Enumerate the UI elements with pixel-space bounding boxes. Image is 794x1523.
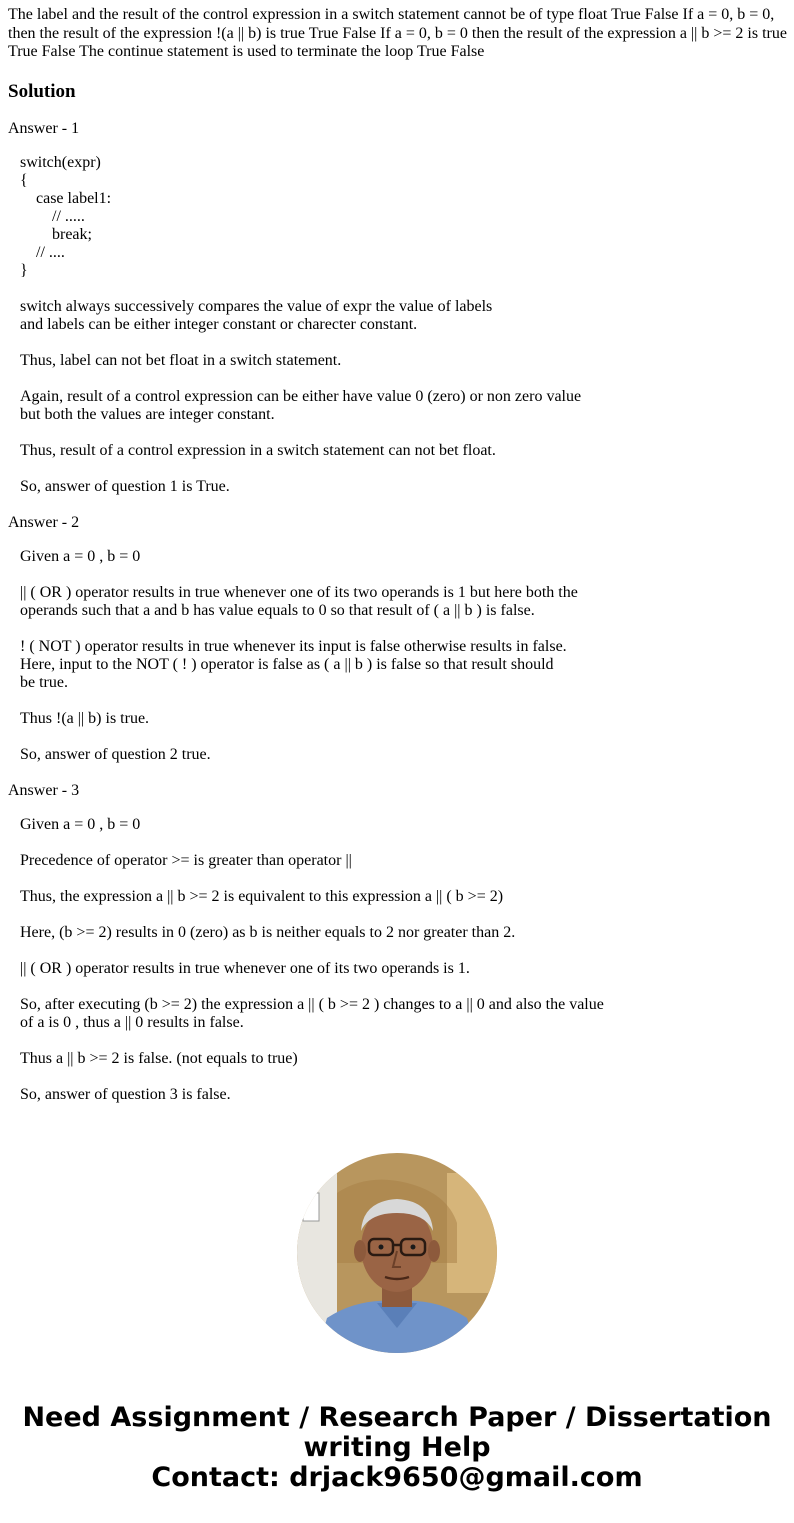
- answer-line: but both the values are integer constant.: [20, 406, 275, 423]
- answer-line: and labels can be either integer constant or charecter constant.: [20, 316, 418, 333]
- avatar-portrait: [297, 1153, 497, 1353]
- answer-line: Thus, the expression a || b >= 2 is equivalent to this expression a || ( b >= 2): [20, 888, 504, 905]
- answer-line: case label1:: [20, 190, 112, 207]
- answer-line: So, answer of question 1 is True.: [20, 478, 230, 495]
- answer-2-heading: Answer - 2: [8, 514, 80, 531]
- answer-line: }: [20, 262, 28, 279]
- footer-promo: [0, 1403, 794, 1493]
- answer-line: Again, result of a control expression can be either have value 0 (zero) or non zero value: [20, 388, 582, 405]
- answer-3-heading: Answer - 3: [8, 782, 80, 799]
- answer-line: So, answer of question 3 is false.: [20, 1086, 231, 1103]
- answer-line: switch always successively compares the value of expr the value of labels: [20, 298, 493, 315]
- footer-contact: Contact: drjack9650@gmail.com: [151, 1462, 643, 1493]
- answer-line: switch(expr): [20, 154, 101, 171]
- answer-line: ! ( NOT ) operator results in true whenever its input is false otherwise results in false.: [20, 638, 567, 655]
- answer-line: Thus !(a || b) is true.: [20, 710, 150, 727]
- answer-line: operands such that a and b has value equals to 0 so that result of ( a || b ) is false.: [20, 602, 535, 619]
- answer-line: break;: [20, 226, 92, 243]
- footer-line-2: writing Help: [303, 1432, 491, 1463]
- answer-line: Thus, label can not bet float in a switch statement.: [20, 352, 342, 369]
- answer-line: Here, input to the NOT ( ! ) operator is false as ( a || b ) is false so that result should: [20, 656, 554, 673]
- answer-line: Thus, result of a control expression in a switch statement can not bet float.: [20, 442, 496, 459]
- author-avatar: [297, 1153, 497, 1353]
- answer-line: Given a = 0 , b = 0: [20, 816, 141, 833]
- answer-line: // .....: [20, 208, 85, 225]
- answer-line: {: [20, 172, 28, 189]
- answer-line: // ....: [20, 244, 65, 261]
- answer-line: Thus a || b >= 2 is false. (not equals to true): [20, 1050, 298, 1067]
- question-text: The label and the result of the control expression in a switch statement cannot be of type float True False If a = 0, b = 0, then the result of the expression !(a || b) is true True False If a = 0, b = 0 then the result of the expression a || b >= 2 is true True False The continue statement is used to terminate the loop True False: [8, 6, 787, 60]
- answer-line: Precedence of operator >= is greater than operator ||: [20, 852, 352, 869]
- answer-1-heading: Answer - 1: [8, 120, 80, 137]
- footer-line-1: Need Assignment / Research Paper / Dissertation: [22, 1402, 772, 1433]
- solution-heading: Solution: [8, 81, 76, 102]
- answer-line: Here, (b >= 2) results in 0 (zero) as b is neither equals to 2 nor greater than 2.: [20, 924, 516, 941]
- answer-line: So, answer of question 2 true.: [20, 746, 211, 763]
- answer-line: So, after executing (b >= 2) the expression a || ( b >= 2 ) changes to a || 0 and also the value: [20, 996, 604, 1013]
- answer-line: || ( OR ) operator results in true whenever one of its two operands is 1 but here both the: [20, 584, 578, 601]
- answer-line: of a is 0 , thus a || 0 results in false.: [20, 1014, 244, 1031]
- answer-line: Given a = 0 , b = 0: [20, 548, 141, 565]
- answer-line: || ( OR ) operator results in true whenever one of its two operands is 1.: [20, 960, 470, 977]
- answer-line: be true.: [20, 674, 68, 691]
